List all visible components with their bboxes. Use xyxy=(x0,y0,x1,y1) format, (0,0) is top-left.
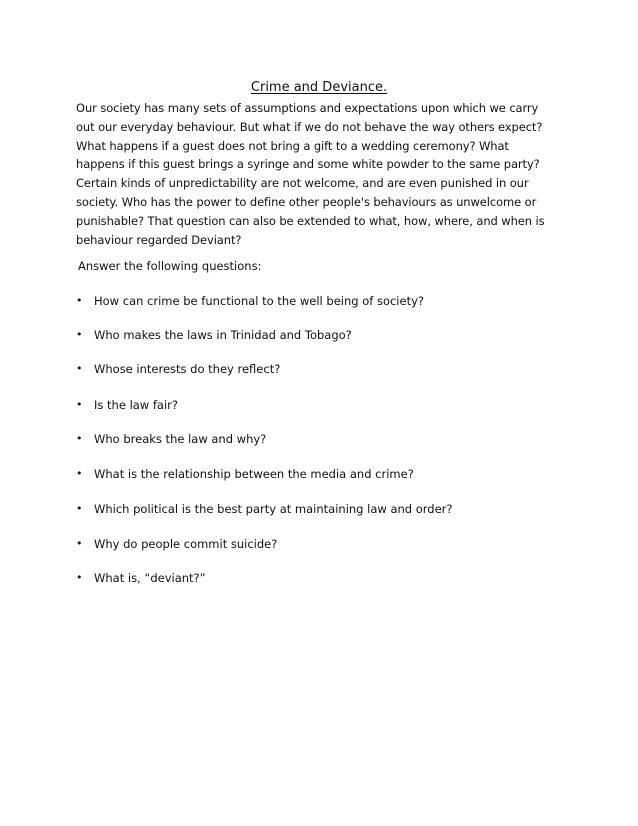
bullet-icon: • xyxy=(76,362,83,375)
intro-line: punishable? That question can also be extended to what, how, where, and when is xyxy=(76,213,545,228)
question-text: Which political is the best party at maintaining law and order? xyxy=(94,502,453,516)
intro-line: What happens if a guest does not bring a gift to a wedding ceremony? What xyxy=(76,138,509,153)
instruction-text: Answer the following questions: xyxy=(78,259,262,273)
intro-line: out our everyday behaviour. But what if we do not behave the way others expect? xyxy=(76,119,543,134)
bullet-icon: • xyxy=(76,294,83,307)
bullet-icon: • xyxy=(76,432,83,445)
bullet-icon: • xyxy=(76,537,83,550)
bullet-icon: • xyxy=(76,398,83,411)
document-title: Crime and Deviance. xyxy=(250,80,388,95)
intro-line: Certain kinds of unpredictability are not welcome, and are even punished in our xyxy=(76,176,529,191)
question-text: Is the law fair? xyxy=(94,398,178,412)
question-text: How can crime be functional to the well being of society? xyxy=(94,294,424,308)
question-text: What is, “deviant?” xyxy=(94,571,206,585)
question-text: Why do people commit suicide? xyxy=(94,537,278,551)
intro-line: happens if this guest brings a syringe and some white powder to the same party? xyxy=(76,157,540,172)
question-text: What is the relationship between the media and crime? xyxy=(94,467,414,481)
bullet-icon: • xyxy=(76,502,83,515)
question-text: Who breaks the law and why? xyxy=(94,432,267,446)
bullet-icon: • xyxy=(76,467,83,480)
intro-line: Our society has many sets of assumptions and expectations upon which we carry xyxy=(76,101,539,115)
intro-paragraph xyxy=(76,99,566,249)
bullet-icon: • xyxy=(76,328,83,341)
bullet-icon: • xyxy=(76,571,83,584)
question-text: Who makes the laws in Trinidad and Tobago? xyxy=(94,328,352,342)
question-text: Whose interests do they reflect? xyxy=(94,362,281,376)
intro-line: society. Who has the power to define other people's behaviours as unwelcome or xyxy=(76,194,537,209)
intro-line: behaviour regarded Deviant? xyxy=(76,232,242,247)
